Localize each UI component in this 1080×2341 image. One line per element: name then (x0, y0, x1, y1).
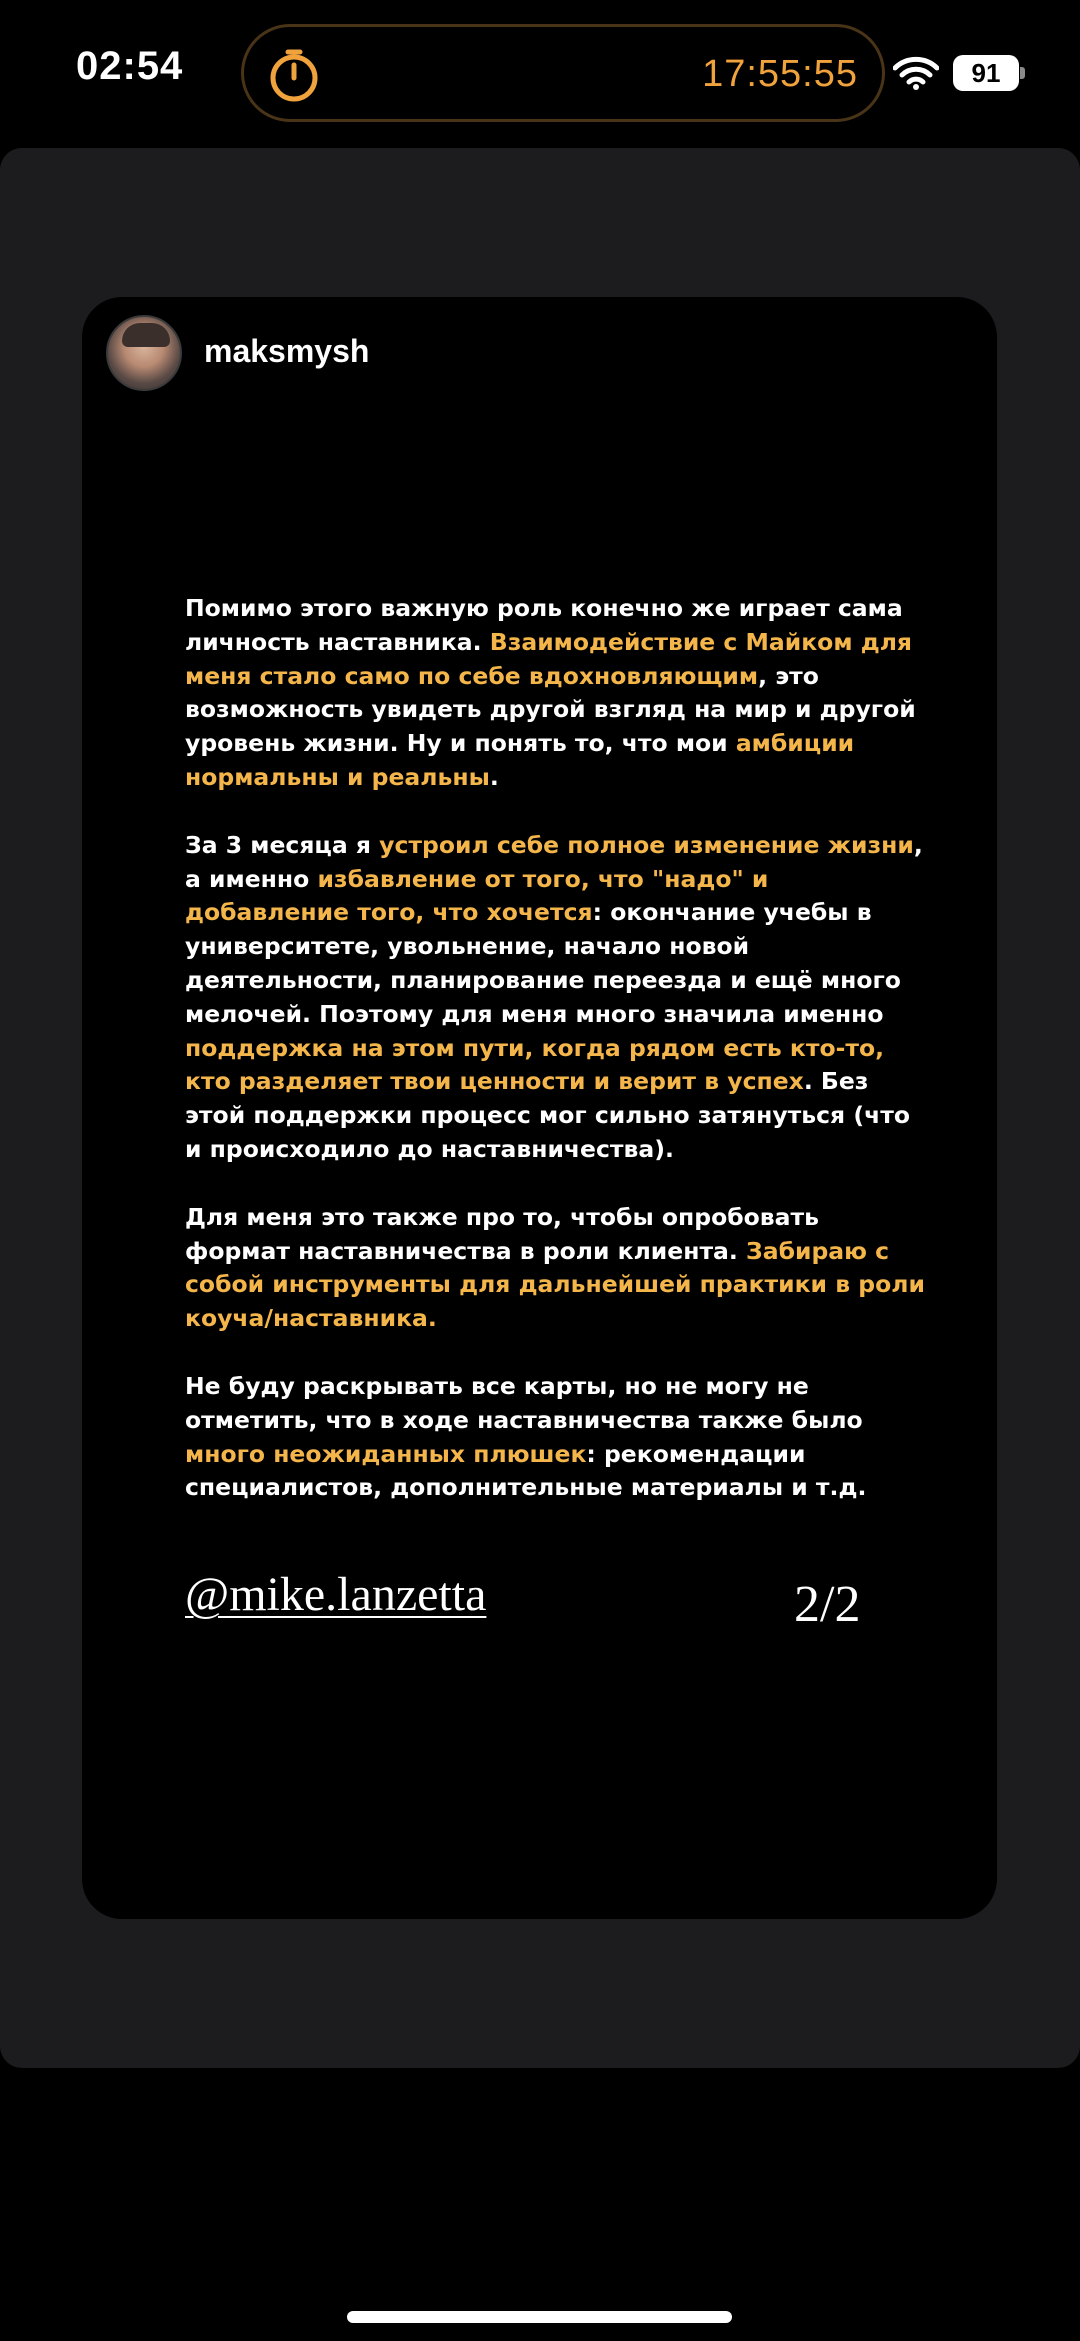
highlighted-text: устроил себе полное изменение жизни (379, 830, 914, 859)
plain-text: . (489, 762, 499, 791)
plain-text: За 3 месяца я (185, 830, 380, 859)
story-paragraph (185, 592, 925, 795)
plain-text: Для меня это также про то, чтобы опробовать формат наставничества в роли клиента. (185, 1202, 819, 1265)
battery-level: 91 (953, 55, 1019, 91)
story-paragraph (185, 829, 925, 1167)
plain-text: . Без этой поддержки процесс мог сильно затянуться (что и происходило до наставничества). (185, 1067, 910, 1163)
plain-text: : окончание учебы в университете, увольнение, начало новой деятельности, планирование переезда и ещё много мелочей. Поэтому для меня много значила именно (185, 898, 901, 1028)
highlighted-text: амбиции нормальны и реальны (185, 729, 855, 791)
status-bar (0, 0, 1080, 140)
highlighted-text: поддержка на этом пути, когда рядом есть кто-то, кто разделяет твои ценности и верит в успех (185, 1033, 885, 1096)
home-indicator[interactable] (347, 2311, 732, 2323)
battery-indicator (953, 55, 1025, 91)
plain-text: : рекомендации специалистов, дополнительные материалы и т.д. (185, 1439, 867, 1502)
plain-text: Помимо этого важную роль конечно же играет сама личность наставника. (185, 594, 903, 656)
avatar[interactable] (106, 315, 182, 391)
avatar-hair-shape (122, 323, 170, 347)
story-paragraph (185, 1201, 925, 1336)
plain-text: , это возможность увидеть другой взгляд на мир и другой уровень жизни. Ну и понять то, что мои (185, 661, 916, 758)
plain-text: , а именно (185, 830, 923, 893)
story-username[interactable]: maksmysh (204, 333, 370, 369)
wifi-icon (893, 56, 939, 90)
highlighted-text: много неожиданных плюшек (185, 1439, 587, 1468)
highlighted-text: избавление от того, что "надо" и добавление того, что хочется (185, 864, 769, 927)
plain-text: Не буду раскрывать все карты, но не могу не отметить, что в ходе наставничества также было (185, 1371, 863, 1434)
story-text-body (185, 592, 925, 1539)
dynamic-island[interactable] (241, 24, 885, 122)
timer-icon (266, 48, 322, 104)
battery-cap (1020, 67, 1025, 79)
status-time: 02:54 (76, 44, 184, 88)
story-card[interactable] (82, 297, 997, 1919)
page-counter: 2/2 (794, 1576, 861, 1633)
highlighted-text: Забираю с собой инструменты для дальнейшей практики в роли коуча/наставника. (185, 1236, 925, 1333)
highlighted-text: Взаимодействие с Майком для меня стало само по себе вдохновляющим (185, 627, 913, 690)
story-paragraph (185, 1370, 925, 1505)
island-timer-text: 17:55:55 (702, 53, 858, 95)
mention-link[interactable]: @mike.lanzetta (185, 1568, 487, 1621)
